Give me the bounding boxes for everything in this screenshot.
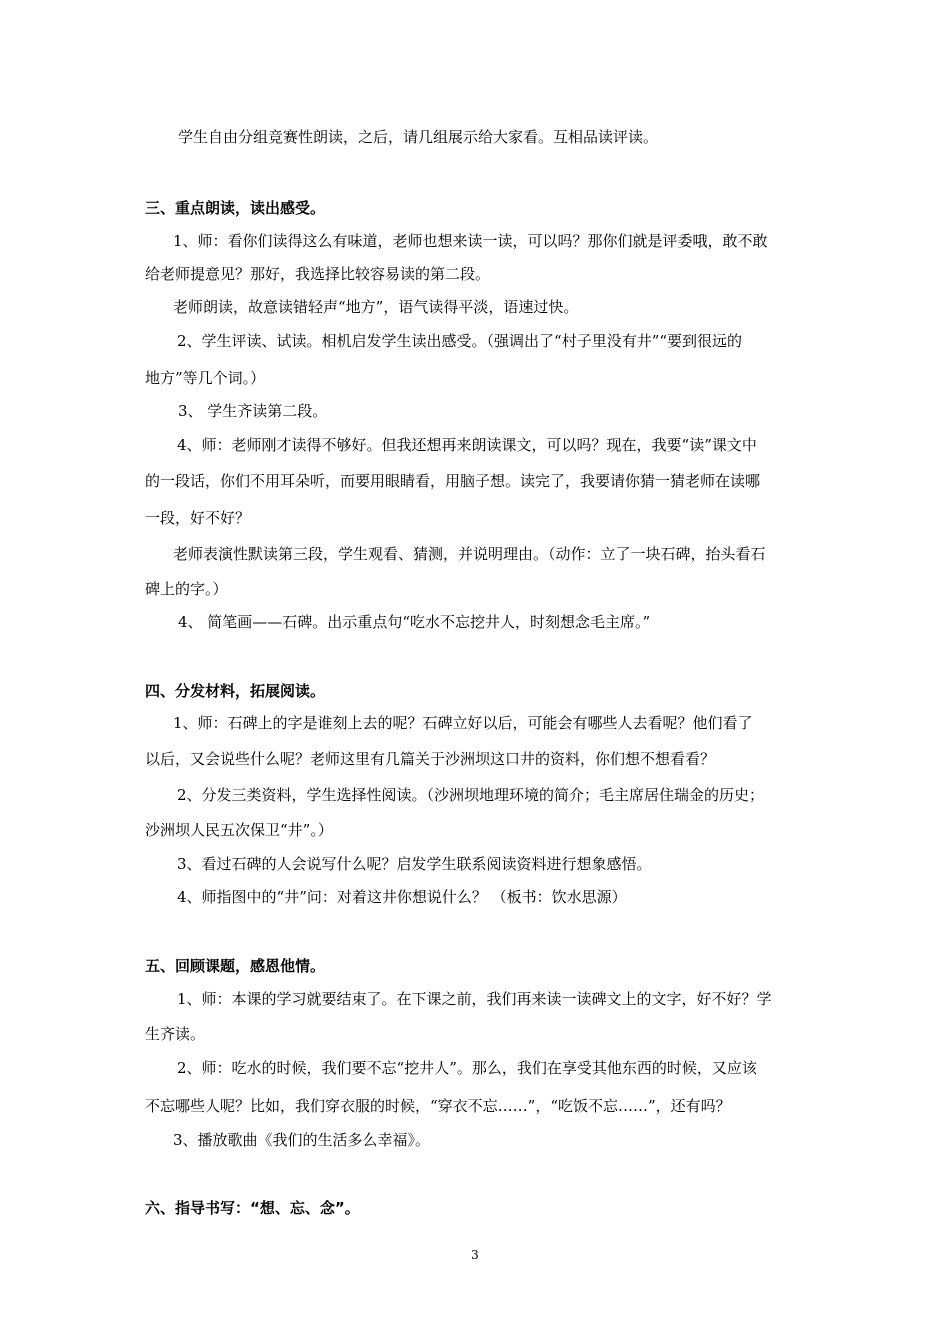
paragraph-line: 老师表演性默读第三段，学生观看、猜测，并说明理由。（动作：立了一块石碑，抬头看石: [173, 545, 766, 563]
page-number: 3: [471, 1248, 479, 1262]
paragraph-line: 以后，又会说些什么呢？老师这里有几篇关于沙洲坝这口井的资料，你们想不想看看？: [145, 750, 716, 768]
paragraph-line: 生齐读。: [145, 1025, 206, 1043]
paragraph-line: 碑上的字。）: [145, 580, 228, 598]
paragraph-line: 1、师：本课的学习就要结束了。在下课之前，我们再来读一读碑文上的文字，好不好？学: [177, 990, 772, 1008]
section-heading: 六、指导书写：“想、忘、念”。: [145, 1199, 360, 1217]
paragraph-line: 1、师：石碑上的字是谁刻上去的呢？石碑立好以后，可能会有哪些人去看呢？他们看了: [173, 714, 753, 732]
paragraph-line: 老师朗读，故意读错轻声“地方”，语气读得平淡，语速过快。: [173, 298, 579, 316]
section-heading: 五、回顾课题，感恩他情。: [145, 957, 326, 975]
paragraph-line: 沙洲坝人民五次保卫“井”。）: [145, 821, 333, 839]
paragraph-line: 地方”等几个词。）: [145, 369, 266, 387]
paragraph-line: 的一段话，你们不用耳朵听，而要用眼睛看，用脑子想。读完了，我要请你猜一猜老师在读哪: [145, 472, 761, 490]
paragraph-line: 3、 学生齐读第二段。: [178, 402, 328, 420]
paragraph-line: 一段，好不好？: [145, 509, 251, 527]
section-heading: 三、重点朗读，读出感受。: [145, 199, 326, 217]
paragraph-line: 4、师：老师刚才读得不够好。但我还想再来朗读课文，可以吗？现在，我要“读”课文中: [177, 436, 757, 454]
paragraph-line: 2、分发三类资料，学生选择性阅读。（沙洲坝地理环境的简介；毛主席居住瑞金的历史；: [177, 786, 765, 804]
paragraph-line: 4、 简笔画——石碑。出示重点句“吃水不忘挖井人，时刻想念毛主席。”: [178, 613, 651, 631]
paragraph-line: 4、师指图中的“井”问：对着这井你想说什么？ （板书：饮水思源）: [177, 888, 627, 906]
section-heading: 四、分发材料，拓展阅读。: [145, 682, 326, 700]
paragraph-line: 2、学生评读、试读。相机启发学生读出感受。（强调出了“村子里没有井”“要到很远的: [177, 332, 743, 350]
paragraph-line: 给老师提意见？那好，我选择比较容易读的第二段。: [145, 265, 491, 283]
paragraph-line: 1、师：看你们读得这么有味道，老师也想来读一读，可以吗？那你们就是评委哦，敢不敢: [173, 232, 768, 250]
paragraph-line: 学生自由分组竞赛性朗读，之后，请几组展示给大家看。互相品读评读。: [178, 128, 659, 146]
paragraph-line: 不忘哪些人呢？比如，我们穿衣服的时候，“穿衣不忘……”，“吃饭不忘……”，还有吗？: [145, 1097, 731, 1115]
paragraph-line: 3、看过石碑的人会说写什么呢？启发学生联系阅读资料进行想象感悟。: [177, 855, 652, 873]
paragraph-line: 2、师：吃水的时候，我们要不忘“挖井人”。那么，我们在享受其他东西的时候，又应该: [177, 1059, 757, 1077]
paragraph-line: 3、播放歌曲《我们的生活多么幸福》。: [173, 1131, 431, 1149]
